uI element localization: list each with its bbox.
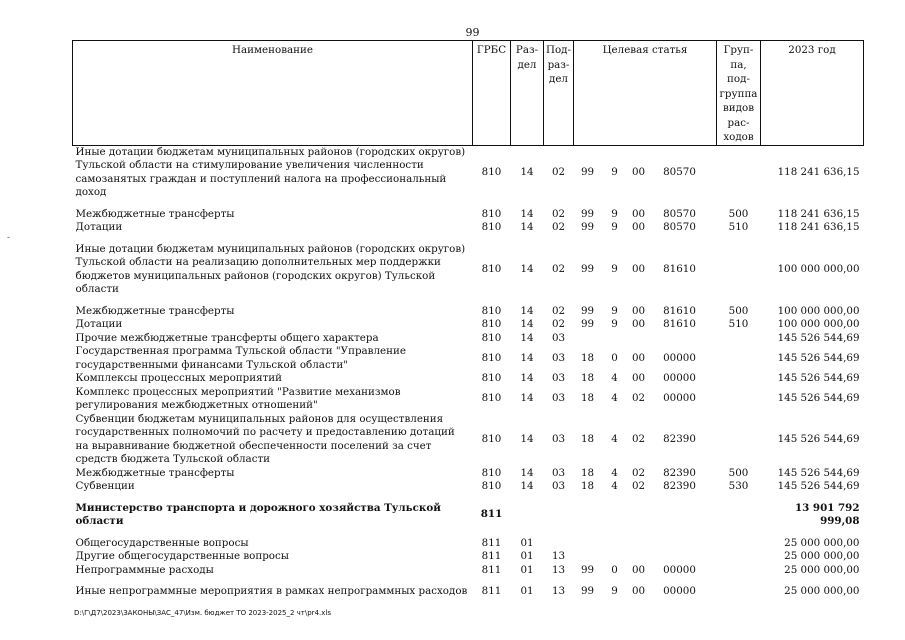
table-row xyxy=(73,243,864,297)
row-grbs: 811 xyxy=(481,550,502,562)
spacer-row xyxy=(73,494,864,502)
page-number: 99 xyxy=(465,26,480,39)
tselevaya-part-2: 4 xyxy=(611,480,618,492)
tselevaya-part-2: 9 xyxy=(611,304,618,317)
row-podrazdel: 13 xyxy=(551,550,566,562)
row-vid-rashodov xyxy=(717,564,761,578)
table-row xyxy=(73,305,864,319)
row-podrazdel: 03 xyxy=(551,331,566,344)
tselevaya-part-2: 9 xyxy=(611,165,618,178)
row-grbs: 810 xyxy=(481,221,502,233)
header-vidy-rashodov: Груп- па, под- группа видов рас- ходов xyxy=(717,41,761,146)
row-tselevaya-statya xyxy=(574,208,717,222)
tselevaya-part-1: 18 xyxy=(580,432,595,445)
row-podrazdel: 02 xyxy=(551,221,566,233)
tselevaya-part-3: 00 xyxy=(631,221,646,233)
row-amount: 145 526 544,69 xyxy=(777,372,860,384)
tselevaya-part-2: 0 xyxy=(611,351,618,364)
spacer-row xyxy=(73,529,864,537)
row-amount: 118 241 636,15 xyxy=(777,165,860,178)
tselevaya-part-1: 99 xyxy=(580,221,595,233)
row-razdel: 14 xyxy=(520,432,534,445)
row-grbs: 811 xyxy=(481,585,502,597)
row-vid-rashodov xyxy=(717,332,761,346)
row-razdel: 14 xyxy=(520,207,534,220)
tselevaya-part-4: 80570 xyxy=(663,165,696,178)
row-podrazdel: 02 xyxy=(551,304,566,317)
row-razdel: 14 xyxy=(520,262,534,275)
table-row xyxy=(73,221,864,235)
row-podrazdel: 03 xyxy=(551,392,566,405)
row-amount: 145 526 544,69 xyxy=(777,392,860,405)
row-grbs: 811 xyxy=(481,536,502,549)
table-row xyxy=(73,480,864,494)
row-tselevaya-statya xyxy=(574,221,717,235)
row-tselevaya-statya xyxy=(574,318,717,332)
row-tselevaya-statya xyxy=(574,145,717,200)
row-razdel: 14 xyxy=(520,480,534,492)
table-row xyxy=(73,345,864,372)
row-podrazdel: 02 xyxy=(551,207,566,220)
tselevaya-part-1: 18 xyxy=(580,480,595,492)
row-tselevaya-statya xyxy=(574,550,717,564)
row-vid-rashodov xyxy=(717,386,761,413)
row-amount: 100 000 000,00 xyxy=(777,262,860,275)
row-name: Субвенции бюджетам муниципальных районов для осуществления государственных полномочий по расчету и предоставлению дотаций на выравнивание бюджетной обеспеченности поселений за счет средств бюджета Тульской области xyxy=(75,412,455,465)
tselevaya-part-1: 99 xyxy=(580,318,595,330)
row-tselevaya-statya xyxy=(574,480,717,494)
table-row xyxy=(73,145,864,200)
row-grbs: 810 xyxy=(481,304,502,317)
row-podrazdel: 02 xyxy=(551,165,566,178)
row-tselevaya-statya xyxy=(574,386,717,413)
tselevaya-part-3: 00 xyxy=(631,304,646,317)
tselevaya-part-1: 99 xyxy=(580,262,595,275)
table-row xyxy=(73,318,864,332)
row-podrazdel: 02 xyxy=(551,262,566,275)
table-body xyxy=(73,145,864,599)
tselevaya-part-3: 00 xyxy=(631,563,646,576)
row-name: Иные дотации бюджетам муниципальных районов (городских округов) Тульской области на реализацию дополнительных мер поддержки бюджетов муниципальных районов (городских округов) Тульской области xyxy=(75,242,466,295)
tselevaya-part-3: 00 xyxy=(631,351,646,364)
row-podrazdel xyxy=(544,537,574,551)
tselevaya-part-3: 02 xyxy=(631,432,646,445)
tselevaya-part-4: 00000 xyxy=(663,372,696,384)
row-grbs: 810 xyxy=(481,331,502,344)
row-tselevaya-statya xyxy=(574,345,717,372)
tselevaya-part-1: 99 xyxy=(580,585,595,597)
header-tselevaya-statya: Целевая статья xyxy=(574,41,717,146)
row-grbs: 811 xyxy=(480,508,503,521)
row-name: Комплексы процессных мероприятий xyxy=(75,372,283,384)
header-year: 2023 год xyxy=(761,41,864,146)
table-row xyxy=(73,372,864,386)
row-vid-rashodov xyxy=(717,413,761,467)
row-name: Межбюджетные трансферты xyxy=(75,304,235,317)
row-podrazdel: 02 xyxy=(551,318,566,330)
row-grbs: 810 xyxy=(481,372,502,384)
tselevaya-part-4: 81610 xyxy=(663,304,696,317)
row-podrazdel: 03 xyxy=(551,466,566,479)
row-vid-rashodov xyxy=(717,550,761,564)
tselevaya-part-1: 18 xyxy=(580,372,595,384)
row-tselevaya-statya xyxy=(574,372,717,386)
row-grbs: 810 xyxy=(481,318,502,330)
tselevaya-part-2: 4 xyxy=(611,432,618,445)
tselevaya-part-4: 82390 xyxy=(663,432,696,445)
row-vid-rashodov xyxy=(717,502,761,529)
tselevaya-part-1: 18 xyxy=(580,351,595,364)
row-vid-rashodov xyxy=(717,145,761,200)
table-row xyxy=(73,550,864,564)
header-grbs: ГРБС xyxy=(473,41,511,146)
row-amount: 118 241 636,15 xyxy=(777,207,860,220)
tselevaya-part-3: 00 xyxy=(631,318,646,330)
row-grbs: 810 xyxy=(481,466,502,479)
spacer-row xyxy=(73,200,864,208)
row-razdel: 01 xyxy=(520,550,534,562)
tselevaya-part-2: 4 xyxy=(611,392,618,405)
tselevaya-part-2: 0 xyxy=(611,563,618,576)
row-tselevaya-statya xyxy=(574,305,717,319)
row-razdel: 14 xyxy=(520,304,534,317)
row-podrazdel: 03 xyxy=(551,480,566,492)
tselevaya-part-1: 99 xyxy=(580,563,595,576)
row-tselevaya-statya xyxy=(574,332,717,346)
row-tselevaya-statya xyxy=(574,585,717,599)
tselevaya-part-4: 80570 xyxy=(663,221,696,233)
row-name: Дотации xyxy=(75,318,123,330)
margin-mark: - xyxy=(7,233,11,243)
table-row xyxy=(73,564,864,578)
tselevaya-part-3: 00 xyxy=(631,585,646,597)
tselevaya-part-2: 9 xyxy=(611,318,618,330)
tselevaya-part-1: 99 xyxy=(580,207,595,220)
row-podrazdel: 03 xyxy=(551,432,566,445)
row-razdel: 14 xyxy=(520,372,534,384)
tselevaya-part-3: 02 xyxy=(631,480,646,492)
header-razdel: Раз- дел xyxy=(511,41,544,146)
row-grbs: 810 xyxy=(481,392,502,405)
tselevaya-part-4: 00000 xyxy=(663,351,696,364)
tselevaya-part-3: 02 xyxy=(631,392,646,405)
row-razdel: 01 xyxy=(520,563,534,576)
row-amount: 100 000 000,00 xyxy=(777,304,860,317)
row-amount: 145 526 544,69 xyxy=(777,351,860,364)
tselevaya-part-3: 02 xyxy=(631,466,646,479)
row-tselevaya-statya xyxy=(574,564,717,578)
row-grbs: 810 xyxy=(481,480,502,492)
tselevaya-part-1: 18 xyxy=(580,466,595,479)
row-tselevaya-statya xyxy=(574,502,717,529)
tselevaya-part-1: 18 xyxy=(580,392,595,405)
row-razdel: 14 xyxy=(520,466,534,479)
row-podrazdel: 13 xyxy=(551,585,566,597)
row-amount: 145 526 544,69 xyxy=(777,480,860,492)
spacer-row xyxy=(73,577,864,585)
tselevaya-part-2: 4 xyxy=(611,372,618,384)
tselevaya-part-3: 00 xyxy=(631,165,646,178)
tselevaya-part-3: 00 xyxy=(631,262,646,275)
row-vid-rashodov xyxy=(717,345,761,372)
budget-table xyxy=(72,40,864,599)
tselevaya-part-3: 00 xyxy=(631,207,646,220)
table-row xyxy=(73,502,864,529)
row-razdel: 01 xyxy=(520,536,534,549)
row-vid-rashodov: 510 xyxy=(728,318,749,330)
tselevaya-part-1: 99 xyxy=(580,304,595,317)
row-amount: 145 526 544,69 xyxy=(777,331,860,344)
row-amount: 145 526 544,69 xyxy=(777,432,860,445)
row-tselevaya-statya xyxy=(574,413,717,467)
tselevaya-part-2: 9 xyxy=(611,585,618,597)
row-grbs: 810 xyxy=(481,165,502,178)
row-name: Общегосударственные вопросы xyxy=(75,536,249,549)
row-grbs: 810 xyxy=(481,262,502,275)
tselevaya-part-2: 9 xyxy=(611,262,618,275)
tselevaya-part-2: 4 xyxy=(611,466,618,479)
tselevaya-part-4: 81610 xyxy=(663,318,696,330)
row-podrazdel xyxy=(544,502,574,529)
header-podrazdel: Под- раз- дел xyxy=(544,41,574,146)
row-name: Министерство транспорта и дорожного хозяйства Тульской области xyxy=(75,501,441,527)
table-row xyxy=(73,386,864,413)
row-podrazdel: 03 xyxy=(551,372,566,384)
row-podrazdel: 03 xyxy=(551,351,566,364)
table-row xyxy=(73,208,864,222)
tselevaya-part-2: 9 xyxy=(611,221,618,233)
row-razdel: 14 xyxy=(520,331,534,344)
row-grbs: 810 xyxy=(481,432,502,445)
row-vid-rashodov: 500 xyxy=(728,466,749,479)
row-tselevaya-statya xyxy=(574,243,717,297)
table-header-row xyxy=(73,41,864,146)
row-vid-rashodov xyxy=(717,537,761,551)
row-vid-rashodov xyxy=(717,372,761,386)
tselevaya-part-4: 82390 xyxy=(663,480,696,492)
row-amount: 25 000 000,00 xyxy=(784,536,860,549)
table-row xyxy=(73,537,864,551)
row-amount: 100 000 000,00 xyxy=(777,318,860,330)
spacer-row xyxy=(73,235,864,243)
tselevaya-part-4: 81610 xyxy=(663,262,696,275)
row-vid-rashodov xyxy=(717,585,761,599)
row-razdel: 14 xyxy=(520,318,534,330)
row-razdel: 01 xyxy=(520,585,534,597)
row-amount: 25 000 000,00 xyxy=(784,585,860,597)
table-row xyxy=(73,413,864,467)
row-vid-rashodov: 510 xyxy=(728,221,749,233)
row-razdel: 14 xyxy=(520,221,534,233)
table-row xyxy=(73,332,864,346)
row-tselevaya-statya xyxy=(574,467,717,481)
row-razdel: 14 xyxy=(520,165,534,178)
row-name: Межбюджетные трансферты xyxy=(75,466,235,479)
row-name: Другие общегосударственные вопросы xyxy=(75,550,289,562)
row-grbs: 810 xyxy=(481,207,502,220)
row-tselevaya-statya xyxy=(574,537,717,551)
row-name: Межбюджетные трансферты xyxy=(75,207,235,220)
tselevaya-part-4: 00000 xyxy=(663,585,696,597)
row-name: Комплекс процессных мероприятий "Развитие механизмов регулирования межбюджетных отношений" xyxy=(75,385,401,411)
row-amount: 25 000 000,00 xyxy=(784,550,860,562)
row-vid-rashodov xyxy=(717,243,761,297)
table-row xyxy=(73,467,864,481)
row-amount: 145 526 544,69 xyxy=(777,466,860,479)
row-vid-rashodov: 530 xyxy=(728,480,749,492)
row-name: Государственная программа Тульской области "Управление государственными финансами Тульской области" xyxy=(75,345,406,371)
row-grbs: 811 xyxy=(481,563,502,576)
tselevaya-part-4: 80570 xyxy=(663,207,696,220)
row-name: Прочие межбюджетные трансферты общего характера xyxy=(75,331,379,344)
tselevaya-part-1: 99 xyxy=(580,165,595,178)
row-razdel xyxy=(511,502,544,529)
row-vid-rashodov: 500 xyxy=(728,207,749,220)
tselevaya-part-4: 00000 xyxy=(663,563,696,576)
row-grbs: 810 xyxy=(481,351,502,364)
row-amount: 13 901 792 999,08 xyxy=(795,501,860,527)
row-podrazdel: 13 xyxy=(551,563,566,576)
row-name: Дотации xyxy=(75,221,123,233)
tselevaya-part-4: 00000 xyxy=(663,392,696,405)
table-row xyxy=(73,585,864,599)
row-razdel: 14 xyxy=(520,392,534,405)
row-name: Иные непрограммные мероприятия в рамках непрограммных расходов xyxy=(75,585,468,597)
tselevaya-part-3: 00 xyxy=(631,372,646,384)
file-path-footer: D:\Г\Д7\2023\ЗАКОНЫ\ЗАС_47\Изм. бюджет ТО 2023-2025_2 чт\pr4.xls xyxy=(74,609,331,617)
row-name: Субвенции xyxy=(75,480,135,492)
row-vid-rashodov: 500 xyxy=(728,304,749,317)
tselevaya-part-4: 82390 xyxy=(663,466,696,479)
row-amount: 118 241 636,15 xyxy=(777,221,860,233)
row-name: Непрограммные расходы xyxy=(75,563,214,576)
row-razdel: 14 xyxy=(520,351,534,364)
header-name: Наименование xyxy=(73,41,473,146)
row-name: Иные дотации бюджетам муниципальных районов (городских округов) Тульской области на стимулирование увеличения численности самозанятых граждан и поступлений налога на профессиональный доход xyxy=(75,145,466,198)
tselevaya-part-2: 9 xyxy=(611,207,618,220)
spacer-row xyxy=(73,297,864,305)
row-amount: 25 000 000,00 xyxy=(784,563,860,576)
